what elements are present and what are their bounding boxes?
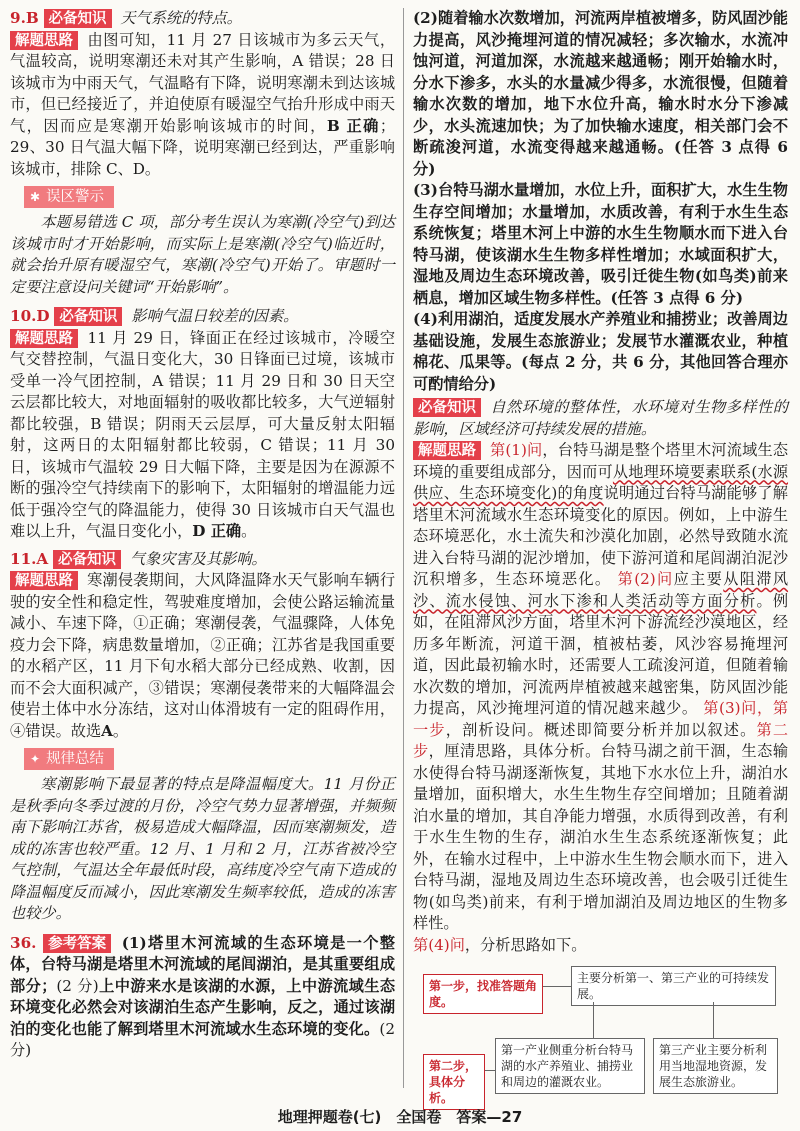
q11-rule-badge <box>24 748 114 770</box>
q36-q3-label: 第(3)问，第一步 <box>413 699 789 739</box>
q36-q3-step2: 第二步 <box>413 720 789 760</box>
flow-mid-box: 第一产业侧重分析台特马湖的水产养殖业、捕捞业和周边的灌溉农业。 <box>495 1038 645 1094</box>
q9-analysis <box>10 30 395 181</box>
q36-analysis-tag: 解题思路 <box>413 441 481 460</box>
q10-knowledge-tag: 必备知识 <box>54 307 122 326</box>
q10-analysis <box>10 328 395 543</box>
q36-analysis-4 <box>413 935 788 957</box>
q11-knowledge-text: 气象灾害及其影响。 <box>129 549 267 568</box>
q11-end: 。 <box>112 721 129 740</box>
q36-answer-tag: 参考答案 <box>43 934 111 953</box>
q11-answer: A <box>101 721 113 740</box>
q36-q4-label: 第(4)问 <box>413 935 465 954</box>
column-divider <box>403 8 404 1088</box>
q36-think-3b: ，厘清思路，具体分析。台特马湖之前干涸，生态输水使得台特马湖逐渐恢复，其地下水水位上升，湖泊水量增加，面积增大，水生生物生存空间增加；且随着湖泊水量的增加，其自净能力增强，水质得到改善，有利于水生生物的生存，湖泊水生生态系统逐渐恢复；此外，在输水过程中，上中游水生生物会顺水而下，进入台特马湖，湿地及周边生态环境改善，也会吸引迁徙生物(如鸟类)前来，有利于增加湖泊及周边地区的生物多样性。 <box>413 742 789 932</box>
q10-knowledge-text: 影响气温日较差的因素。 <box>131 307 299 325</box>
q11-rule-text: 寒潮影响下最显著的特点是降温幅度大。11 月份正是秋季向冬季过渡的月份，冷空气势力显著增强，并频频南下影响江苏省，极易造成大幅降温，因而寒潮频发，造成的冻害也较严重。12 月、1 月和 2 月，江苏省被冷空气控制，气温达全年最低时段，高纬度冷空气南下造成的降温幅度反而减小，因此寒潮发生频率较低，造成的冻害也较少。 <box>10 775 395 922</box>
flow-connector-2 <box>593 1002 594 1038</box>
q11-rule-label: 规律总结 <box>46 751 105 767</box>
flow-top-box: 主要分析第一、第三产业的可持续发展。 <box>571 966 776 1006</box>
flow-step-1: 第一步，找准答题角度。 <box>423 974 543 1014</box>
q36-analysis-1 <box>413 440 788 935</box>
flow-right-box: 第三产业主要分析利用当地湿地资源，发展生态旅游业。 <box>653 1038 778 1094</box>
q10-number: 10.D <box>10 307 50 325</box>
q9-analysis-text-1: 由图可知，11 月 27 日该城市为多云天气，气温较高，说明寒潮还未对其产生影响，A 错误；28 日该城市为中雨天气，气温略有下降，说明寒潮未到达该城市，但已经接近了，并迫使原有暖湿空气抬升形成中雨天气，因而应是寒潮开始影响该城市的时间， <box>10 30 396 135</box>
q9-heading <box>10 8 395 30</box>
q9-warning-label: 误区警示 <box>46 189 105 205</box>
q9-knowledge-tag: 必备知识 <box>44 9 112 28</box>
q36-think-4: ，分析思路如下。 <box>464 935 587 954</box>
q36-q2-label: 第(2)问 <box>617 570 674 588</box>
q36-think-2b: 。例如，在阻滞风沙方面，塔里木河下游流经沙漠地区，经历多年断流，河道干涸，植被枯萎，风沙容易掩埋河道，因此最初输水时，还需要人工疏浚河道，但随着输水次数的增加，河流两岸植被越来越密集，防风固沙能力提高，风沙掩埋河道的情况越来越少。 <box>413 591 789 717</box>
q36-answer-4 <box>413 309 788 395</box>
q36-answer-1 <box>10 933 395 1062</box>
q11-analysis-text: 寒潮侵袭期间，大风降温降水天气影响车辆行驶的安全性和稳定性，驾驶难度增加，会使公路运输流量减小、车速下降，①正确；寒潮侵袭，气温骤降，人体免疫力会下降，病患数量增加，②正确；江苏省是我国重要的水稻产区，11 月下旬水稻大部分已经成熟、收割，因而不会大面积减产，③错误；寒潮侵袭带来的大幅降温会使岩土体中水分冻结，这对山体滑坡有一定的阻碍作用，④错误。故选 <box>10 571 396 740</box>
flow-step-2: 第二步，具体分析。 <box>423 1054 485 1110</box>
q36-think-1-underline: 从地理环境要素联系(水源供应、生态环境变化)的角度 <box>413 462 789 502</box>
q36-think-2-underline: 从阻滞风沙、流水侵蚀、河水下渗和人类活动等方面分析 <box>413 570 789 610</box>
q36-answer-4-score: (每点 2 分，共 6 分，其他回答合理亦可酌情给分) <box>413 353 788 393</box>
page-footer: 地理押题卷(七) 全国卷 答案—27 <box>277 1108 523 1126</box>
q10-end: 。 <box>241 522 257 540</box>
q11-rule-note <box>10 774 395 925</box>
q36-q1-label: 第(1)问 <box>490 441 543 459</box>
q36-knowledge-tag: 必备知识 <box>413 398 481 417</box>
q9-warning-badge <box>24 186 114 208</box>
q36-flow-diagram <box>413 962 788 1112</box>
flow-connector-1 <box>543 986 571 987</box>
q36-think-3a: ，剖析设问。概述即简要分析并加以叙述。 <box>445 720 757 739</box>
q36-answer-1-score: (2 分) <box>56 976 99 995</box>
q36-think-1a: ，台特马湖是整个塔里木河流域生态环境的重要组成部分，因而可 <box>413 441 789 481</box>
left-column <box>10 8 395 1062</box>
q9-correct-b: B 正确 <box>326 116 380 135</box>
flow-connector-4 <box>485 1070 495 1071</box>
q9-analysis-text-2: ；29、30 日气温大幅下降，说明寒潮已经到达，严重影响该城市，排除 C、D。 <box>10 116 396 178</box>
q10-heading <box>10 306 395 328</box>
q36-answer-1-text: (1)塔里木河流域的生态环境是一个整体，台特马湖是塔里木河流域的尾闾湖泊，是其重要组成部分； <box>10 933 395 995</box>
q36-answer-3-text: (3)台特马湖水量增加，水位上升，面积扩大，水生生物生存空间增加；水量增加，水质改善，有利于水生生态系统恢复；塔里木河上中游的水生生物顺水而下进入台特马湖，使该湖水生生物多样性增加；水域面积扩大，湿地及周边生态环境改善，吸引迁徙生物(如鸟类)前来栖息，增加区域生物多样性。 <box>413 181 788 307</box>
q11-knowledge-tag: 必备知识 <box>53 550 121 569</box>
q36-think-2a: 应主要 <box>673 570 724 588</box>
q10-correct-d: D 正确 <box>192 522 242 540</box>
q10-analysis-text: 11 月 29 日，锋面正在经过该城市，冷暖空气交替控制，气温日变化大，30 日锋面已过境，该城市受单一冷气团控制，A 错误；11 月 29 日和 30 日天空云层都比较大，对地面辐射的吸收都比较多，大气逆辐射都比较强，B 错误；阴雨天云层厚，可大量反射太阳辐射，这两日的太阳辐射都比较弱，C 错误；11 月 30 日，该城市气温较 29 日大幅下降，主要是因为在源源不断的强冷空气持续南下的影响下，太阳辐射的增温能力远低于强冷空气的降温能力，使得 30 日该城市白天气温也难以上升，气温日变化小， <box>10 328 396 540</box>
q10-analysis-tag: 解题思路 <box>10 329 78 348</box>
q11-analysis <box>10 570 395 742</box>
q36-think-1b: 说明通过台特马湖能够了解塔里木河流域水生态环境变化的原因。例如，上中游生态环境恶化，水土流失和沙漠化加剧，必然导致随水流进入台特马湖的泥沙增加，使下游河道和尾闾湖泊泥沙沉积增多，生态环境恶化。 <box>413 484 788 588</box>
q9-knowledge-text: 天气系统的特点。 <box>120 9 242 27</box>
q36-answer-3-score: (任答 3 点得 6 分) <box>610 288 744 307</box>
q36-answer-2 <box>413 8 788 180</box>
warning-icon: ✱ <box>30 190 41 204</box>
q9-analysis-tag: 解题思路 <box>10 31 78 50</box>
q9-number: 9.B <box>10 9 39 27</box>
q36-knowledge <box>413 397 788 440</box>
q9-warning-note <box>10 212 395 298</box>
right-column <box>413 8 788 1112</box>
q11-heading <box>10 549 395 571</box>
q11-analysis-tag: 解题思路 <box>10 571 78 590</box>
q36-number: 36. <box>10 933 37 952</box>
q36-answer-1b-text: 上中游来水是该湖的水源，上中游流域生态环境变化必然会对该湖泊生态产生影响，反之，通过该湖泊的变化也能了解到塔里木河流域水生态环境的变化。 <box>10 976 395 1038</box>
q9-warning-text: 本题易错选 C 项，部分考生误认为寒潮(冷空气)到达该城市时才开始影响，而实际上是寒潮(冷空气)临近时，就会抬升原有暖湿空气，寒潮(冷空气)开始了。审题时一定要注意设问关键词“开始影响”。 <box>10 213 395 296</box>
star-icon: ✦ <box>30 752 41 766</box>
q36-answer-4-text: (4)利用湖泊，适度发展水产养殖业和捕捞业；改善周边基础设施，发展生态旅游业；发展节水灌溉农业，种植棉花、瓜果等。 <box>413 310 788 371</box>
q36-answer-1b-score: (2 分) <box>10 1019 395 1059</box>
q11-number: 11.A <box>10 549 49 568</box>
flow-connector-3 <box>713 1002 714 1038</box>
q36-answer-2-score: (任答 3 点得 6 分) <box>413 138 789 178</box>
q36-answer-2-text: (2)随着输水次数增加，河流两岸植被增多，防风固沙能力提高，风沙掩埋河道的情况减轻；多次输水，水流冲蚀河道，河道加深，水流越来越通畅；刚开始输水时，分水下渗多，水头的水量减少得多，水流很慢，但随着输水次数的增加，地下水位升高，输水时水分下渗减少，水头流速加快；为了加快输水速度，相关部门会不断疏浚河道，水流变得越来越通畅。 <box>413 9 788 156</box>
q36-knowledge-text: 自然环境的整体性，水环境对生物多样性的影响，区域经济可持续发展的措施。 <box>413 398 789 438</box>
q36-answer-3 <box>413 180 788 309</box>
